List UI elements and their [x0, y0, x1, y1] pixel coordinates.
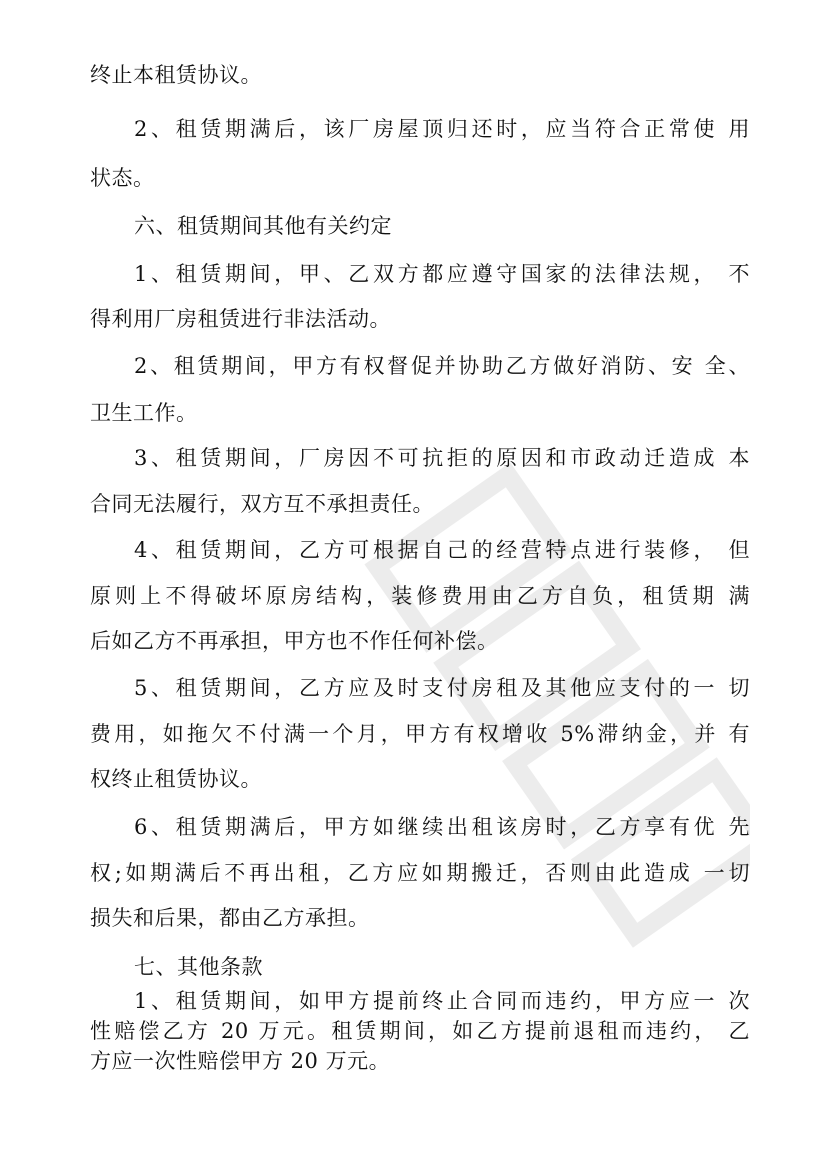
watermark-logo [330, 260, 750, 1060]
section-heading-7: 七、其他条款 [134, 955, 263, 979]
text-line-17: 6、租赁期满后，甲方如继续出租该房时，乙方享有优 先 [134, 815, 750, 839]
text-line-14: 5、租赁期间，乙方应及时支付房租及其他应支付的一 切 [134, 676, 750, 700]
text-line-1: 终止本租赁协议。 [90, 63, 262, 87]
text-line-8: 卫生工作。 [90, 401, 198, 425]
text-line-6: 得利用厂房租赁进行非法活动。 [90, 307, 391, 331]
text-line-9: 3、租赁期间，厂房因不可抗拒的原因和市政动迁造成 本 [134, 446, 750, 470]
text-line-11: 4、租赁期间，乙方可根据自己的经营特点进行装修， 但 [134, 538, 750, 562]
text-line-5: 1、租赁期间，甲、乙双方都应遵守国家的法律法规， 不 [134, 262, 750, 286]
text-line-18: 权;如期满后不再出租，乙方应如期搬迁，否则由此造成 一切 [90, 861, 750, 885]
text-line-23: 方应一次性赔偿甲方 20 万元。 [90, 1049, 391, 1073]
text-line-2: 2、租赁期满后，该厂房屋顶归还时，应当符合正常使 用 [134, 117, 750, 141]
text-line-15: 费用，如拖欠不付满一个月，甲方有权增收 5%滞纳金，并 有 [90, 722, 750, 746]
text-line-12: 原则上不得破坏原房结构，装修费用由乙方自负，租赁期 满 [90, 584, 750, 608]
section-heading-6: 六、租赁期间其他有关约定 [134, 214, 392, 238]
text-line-21: 1、租赁期间，如甲方提前终止合同而违约，甲方应一 次 [134, 989, 750, 1013]
text-line-13: 后如乙方不再承担，甲方也不作任何补偿。 [90, 629, 499, 653]
text-line-3: 状态。 [90, 166, 155, 190]
text-line-7: 2、租赁期间，甲方有权督促并协助乙方做好消防、安 全、 [134, 354, 750, 378]
text-line-10: 合同无法履行，双方互不承担责任。 [90, 492, 434, 516]
text-line-22: 性赔偿乙方 20 万元。租赁期间，如乙方提前退租而违约， 乙 [90, 1019, 750, 1043]
text-line-16: 权终止租赁协议。 [90, 767, 262, 791]
text-line-19: 损失和后果，都由乙方承担。 [90, 906, 370, 930]
